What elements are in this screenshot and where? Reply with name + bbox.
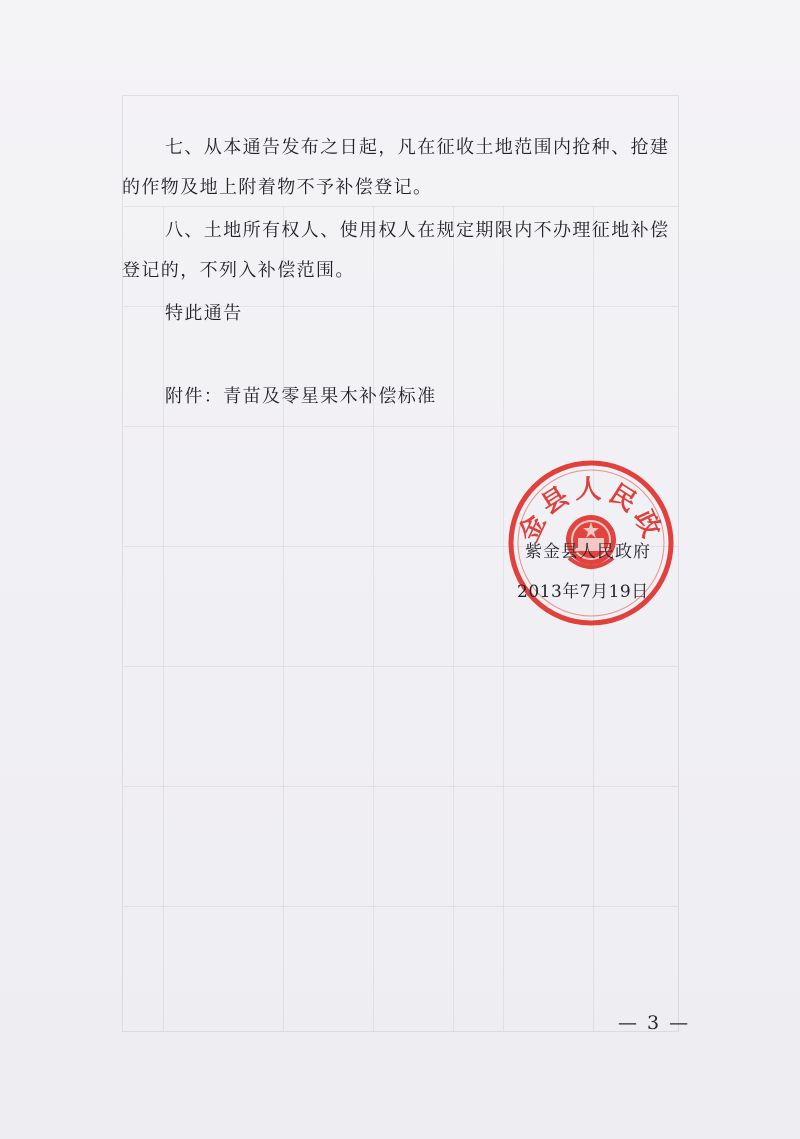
- attachment-text: 附件：青苗及零星果木补偿标准: [165, 386, 437, 407]
- signature-date: 2013年7月19日: [517, 582, 649, 602]
- item-7-line-1: 七、从本通告发布之日起，凡在征收土地范围内抢种、抢建: [165, 137, 670, 158]
- closing-text: 特此通告: [165, 303, 243, 324]
- seal-text: 金县人民政: [513, 475, 669, 547]
- signature-organization: 紫金县人民政府: [525, 542, 651, 562]
- page-number: — 3 —: [618, 1012, 691, 1034]
- item-7-line-2: 的作物及地上附着物不予补偿登记。: [122, 177, 433, 198]
- item-8-line-1: 八、土地所有权人、使用权人在规定期限内不办理征地补偿: [165, 220, 670, 241]
- item-8-line-2: 登记的，不列入补偿范围。: [122, 260, 355, 281]
